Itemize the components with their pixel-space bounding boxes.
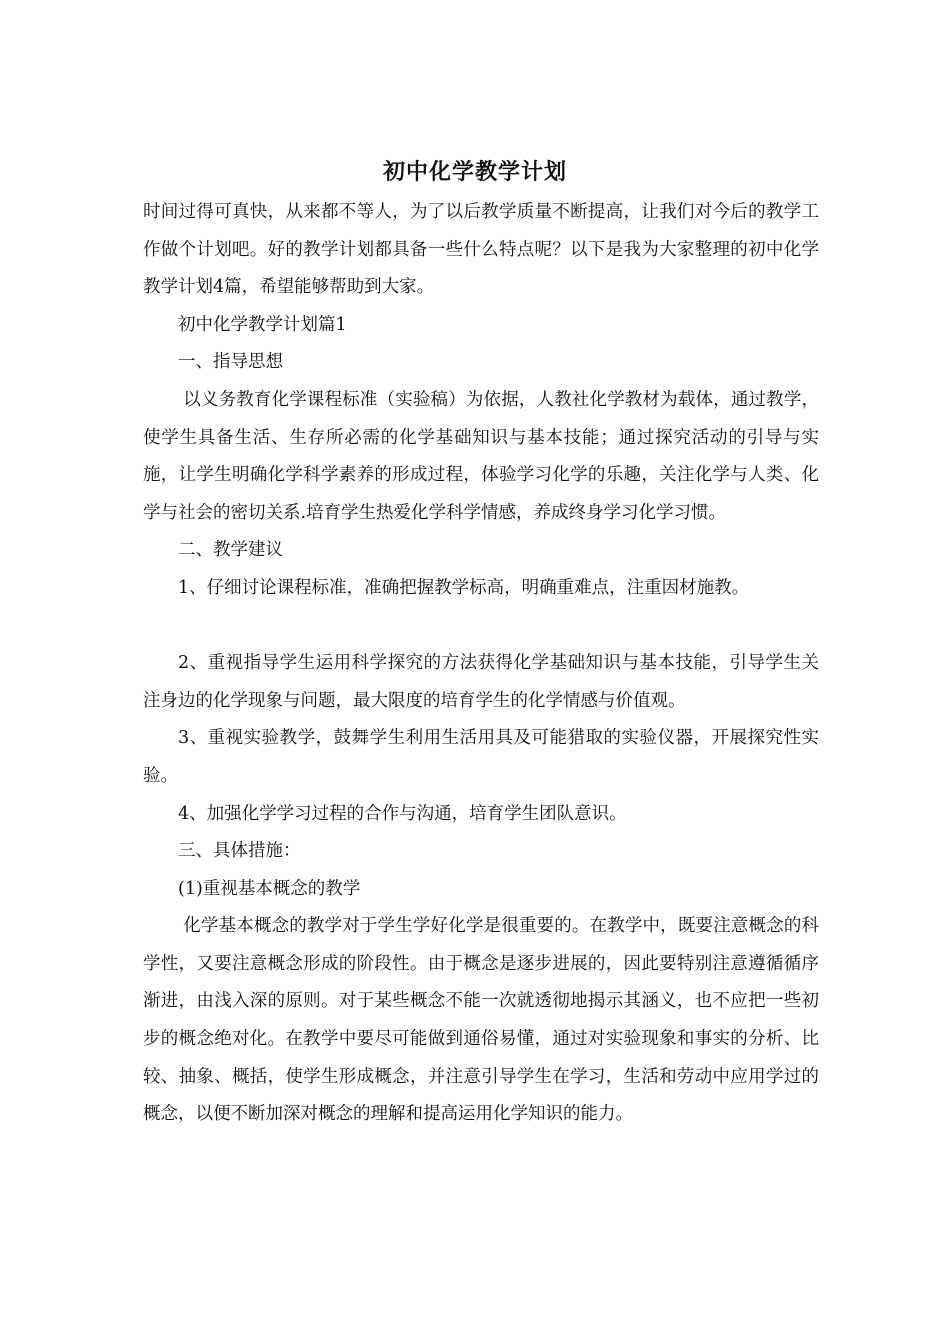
heading-guiding-thought: 一、指导思想 bbox=[178, 352, 283, 373]
document-title: 初中化学教学计划 bbox=[382, 159, 567, 185]
section-heading-part1: 初中化学教学计划篇1 bbox=[178, 314, 347, 335]
suggestion-item-4: 4、加强化学学习过程的合作与沟通，培育学生团队意识。 bbox=[178, 803, 627, 824]
heading-teaching-suggestions: 二、教学建议 bbox=[178, 540, 283, 561]
intro-paragraph: 时间过得可真快，从来都不等人，为了以后教学质量不断提高，让我们对今后的教学工作做个计划吧。好的教学计划都具备一些什么特点呢？以下是我为大家整理的初中化学教学计划4篇，希望能够帮助到大家。 bbox=[143, 202, 819, 298]
suggestion-item-2: 2、重视指导学生运用科学探究的方法获得化学基础知识与基本技能，引导学生关注身边的化学现象与问题，最大限度的培育学生的化学情感与价值观。 bbox=[143, 653, 819, 711]
paragraph-guiding-thought: 以义务教育化学课程标准（实验稿）为依据，人教社化学教材为载体，通过教学，使学生具备生活、生存所必需的化学基础知识与基本技能；通过探究活动的引导与实施，让学生明确化学科学素养的形成过程，体验学习化学的乐趣，关注化学与人类、化学与社会的密切关系.培育学生热爱化学科学情感，养成终身学习化学习惯。 bbox=[143, 389, 819, 523]
document-body bbox=[143, 194, 819, 1134]
subheading-basic-concepts: (1)重视基本概念的教学 bbox=[178, 878, 361, 899]
suggestion-item-1: 1、仔细讨论课程标准，准确把握教学标高，明确重难点，注重因材施教。 bbox=[178, 577, 750, 598]
heading-specific-measures: 三、具体措施： bbox=[178, 841, 301, 862]
paragraph-basic-concepts: 化学基本概念的教学对于学生学好化学是很重要的。在教学中，既要注意概念的科学性，又要注意概念形成的阶段性。由于概念是逐步进展的，因此要特别注意遵循循序渐进，由浅入深的原则。对于某些概念不能一次就透彻地揭示其涵义，也不应把一些初步的概念绝对化。在教学中要尽可能做到通俗易懂，通过对实验现象和事实的分析、比较、抽象、概括，使学生形成概念，并注意引导学生在学习，生活和劳动中应用学过的概念，以便不断加深对概念的理解和提高运用化学知识的能力。 bbox=[143, 916, 819, 1125]
blank-line bbox=[143, 608, 819, 646]
suggestion-item-3: 3、重视实验教学，鼓舞学生利用生活用具及可能猎取的实验仪器，开展探究性实验。 bbox=[143, 728, 819, 786]
